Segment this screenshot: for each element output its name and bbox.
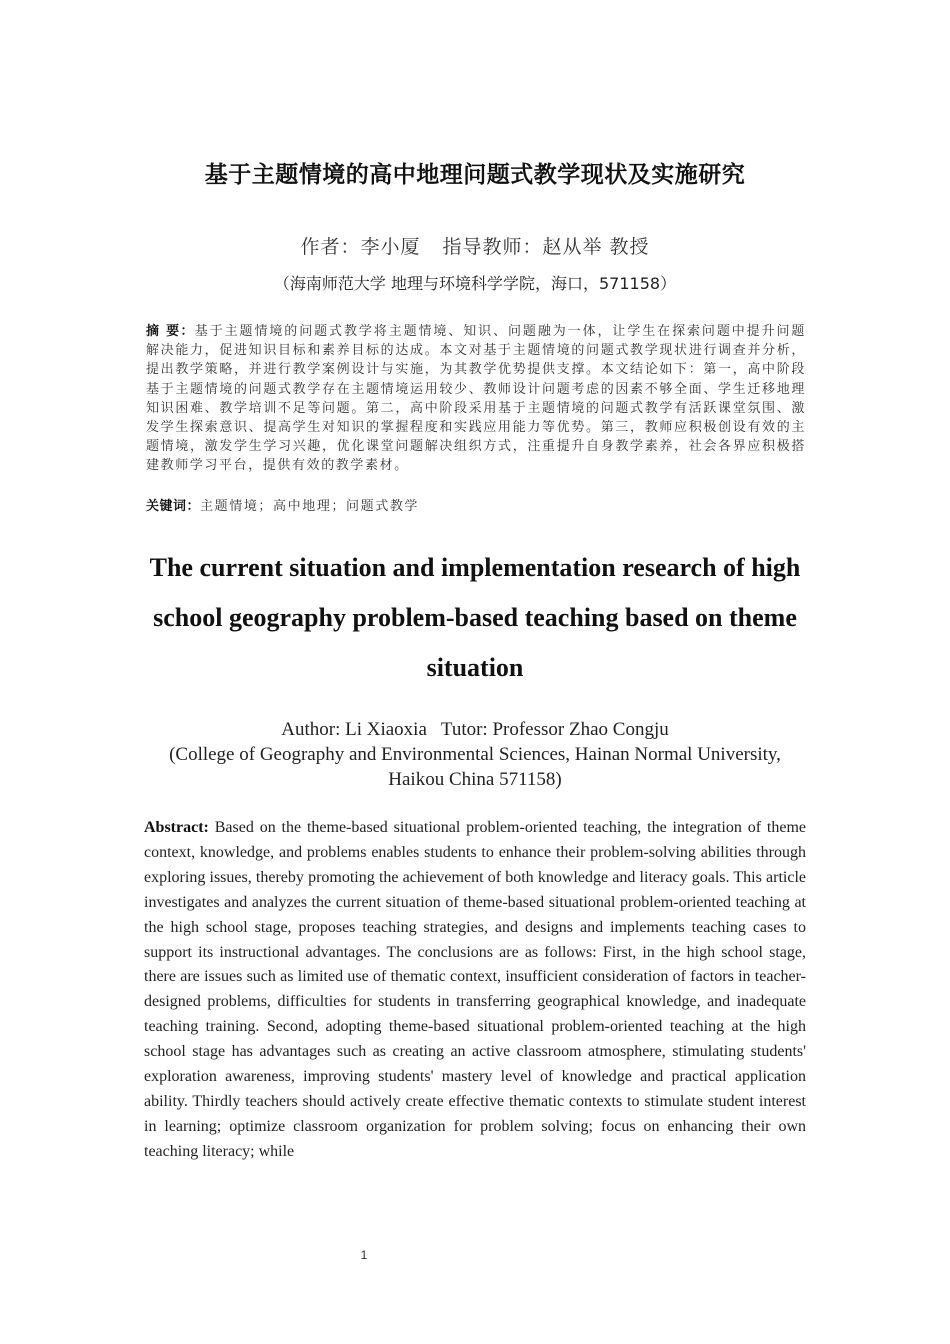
chinese-keywords: [146, 497, 806, 516]
english-author-line: [0, 717, 950, 742]
english-abstract-text: Based on the theme-based situational problem-oriented teaching, the integration of theme context, knowledge, and problems enables students to enhance their problem-solving abilities through exploring issues, thereby promoting the achievement of both knowledge and literacy goals. This article investigates and analyzes the current situation of theme-based situational problem-oriented teaching at the high school stage, proposes teaching strategies, and designs and implements teaching cases to support its instructional advantages. The conclusions are as follows: First, in the high school stage, there are issues such as limited use of thematic context, insufficient consideration of factors in teacher-designed problems, difficulties for students in transferring geographical knowledge, and inadequate teaching training. Second, adopting theme-based situational problem-oriented teaching at the high school stage has advantages such as creating an active classroom atmosphere, stimulating students' exploration awareness, improving students' mastery level of knowledge and practical application ability. Thirdly teachers should actively create effective thematic contexts to stimulate student interest in learning; optimize classroom organization for problem solving; focus on enhancing their own teaching literacy; while: [144, 819, 807, 1160]
page-number: 1: [360, 1248, 368, 1262]
english-author: Author: Li Xiaoxia: [281, 719, 427, 740]
english-title: The current situation and implementation research of high school geography problem-based teaching based on theme situation: [149, 553, 801, 682]
chinese-keywords-text: 主题情境；高中地理；问题式教学: [200, 499, 420, 514]
chinese-affiliation: （海南师范大学 地理与环境科学学院，海口，571158）: [273, 274, 677, 293]
english-abstract: [144, 816, 806, 1165]
chinese-author-line: [0, 233, 950, 261]
chinese-abstract-label: 摘 要：: [146, 324, 195, 339]
chinese-author: 作者：李小厦: [300, 236, 421, 258]
english-tutor: Tutor: Professor Zhao Congju: [440, 719, 669, 740]
chinese-abstract-text: 基于主题情境的问题式教学将主题情境、知识、问题融为一体，让学生在探索问题中提升问题解决能力，促进知识目标和素养目标的达成。本文对基于主题情境的问题式教学现状进行调查并分析，提出教学策略，并进行教学案例设计与实施，为其教学优势提供支撑。本文结论如下：第一，高中阶段基于主题情境的问题式教学存在主题情境运用较少、教师设计问题考虑的因素不够全面、学生迁移地理知识困难、教学培训不足等问题。第二，高中阶段采用基于主题情境的问题式教学有活跃课堂氛围、激发学生探索意识、提高学生对知识的掌握程度和实践应用能力等优势。第三，教师应积极创设有效的主题情境，激发学生学习兴趣，优化课堂问题解决组织方式，注重提升自身教学素养，社会各界应积极搭建教师学习平台，提供有效的教学素材。: [146, 324, 806, 474]
chinese-abstract: [146, 322, 806, 476]
english-affiliation: (College of Geography and Environmental Sciences, Hainan Normal University, Haikou China 571158): [169, 744, 781, 790]
chinese-keywords-label: 关键词：: [146, 499, 201, 514]
english-abstract-label: Abstract:: [144, 819, 209, 836]
chinese-tutor: 指导教师：赵从举 教授: [442, 236, 650, 258]
chinese-title: 基于主题情境的高中地理问题式教学现状及实施研究: [204, 162, 746, 188]
